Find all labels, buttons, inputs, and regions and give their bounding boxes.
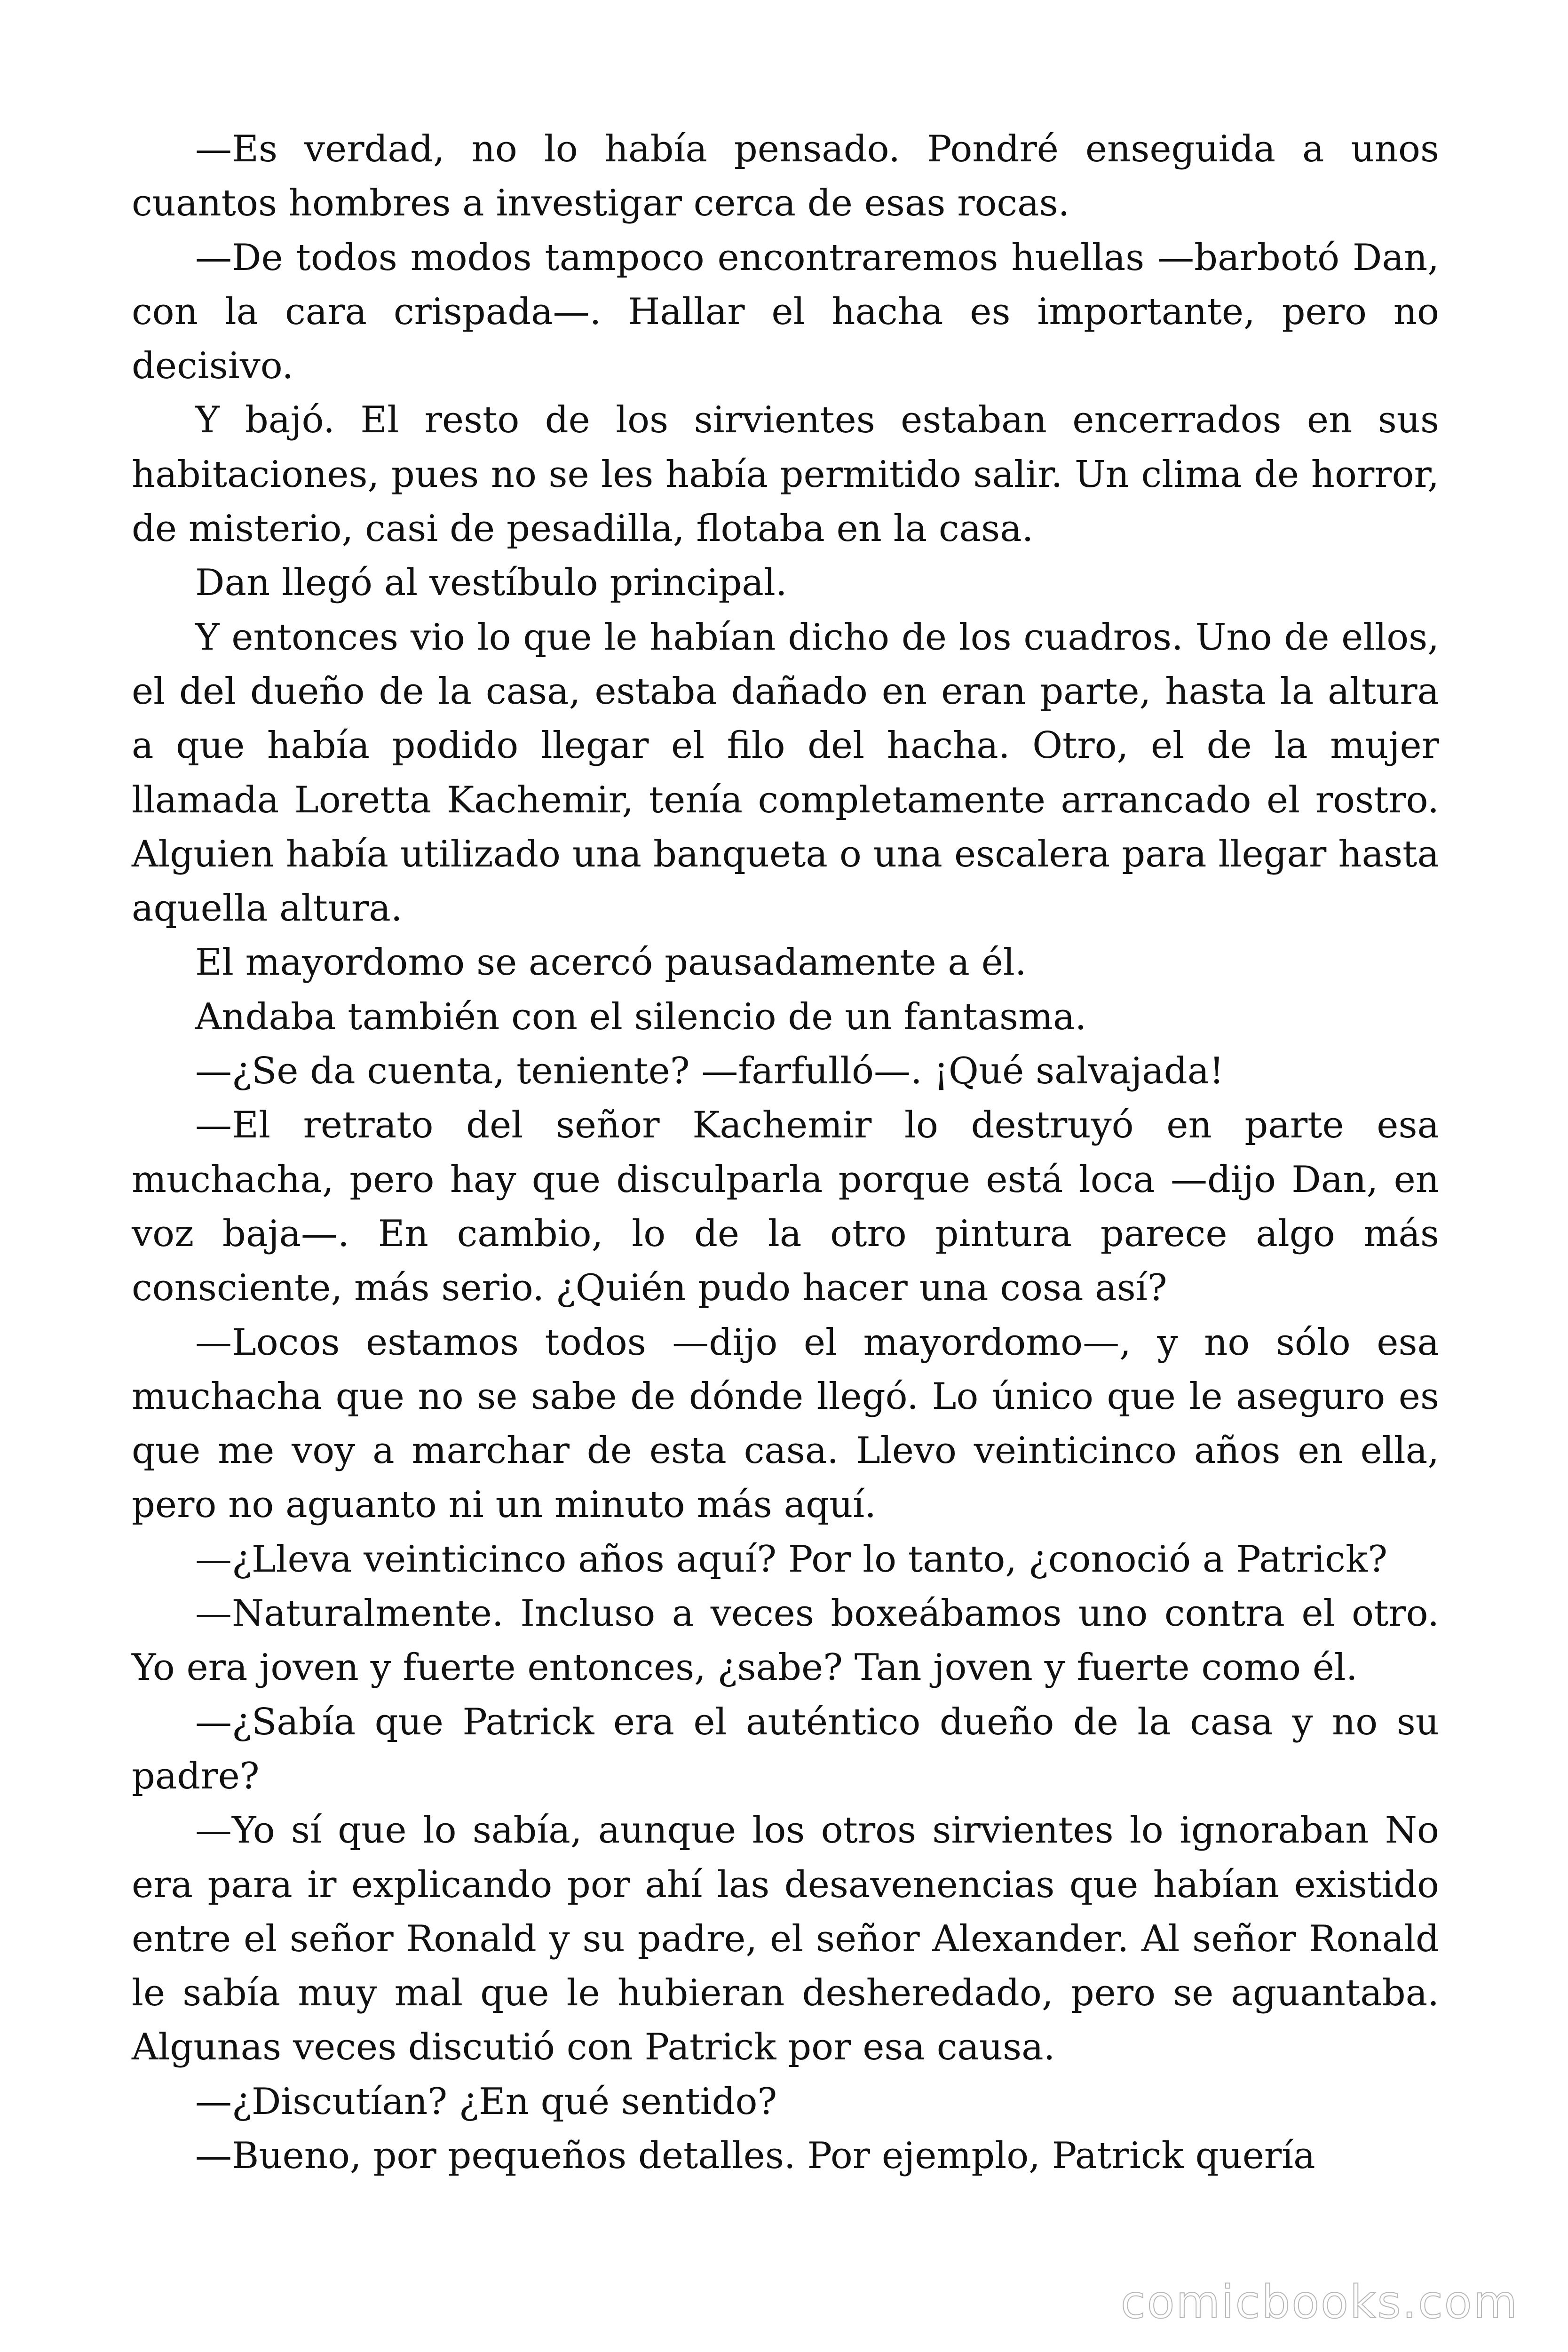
paragraph: —De todos modos tampoco encontraremos huellas —barbotó Dan, con la cara crispada—. Hallar el hacha es importante, pero no decisivo. (132, 236, 1439, 388)
paragraph: —Es verdad, no lo había pensado. Pondré enseguida a unos cuantos hombres a investigar cerca de esas rocas. (132, 128, 1439, 225)
page-text (132, 122, 1439, 2183)
paragraph: Andaba también con el silencio de un fantasma. (195, 995, 1087, 1038)
paragraph: —¿Se da cuenta, teniente? —farfulló—. ¡Qué salvajada! (195, 1050, 1224, 1093)
paragraph: —El retrato del señor Kachemir lo destruyó en parte esa muchacha, pero hay que disculparla porque está loca —dijo Dan, en voz baja—. En cambio, lo de la otro pintura parece algo más consciente, más serio. ¿Quién pudo hacer una cosa así? (132, 1104, 1439, 1310)
paragraph: —Naturalmente. Incluso a veces boxeábamos uno contra el otro. Yo era joven y fuerte entonces, ¿sabe? Tan joven y fuerte como él. (132, 1592, 1439, 1689)
paragraph: —¿Discutían? ¿En qué sentido? (195, 2080, 777, 2123)
paragraph: Dan llegó al vestíbulo principal. (195, 562, 787, 604)
paragraph: —Locos estamos todos —dijo el mayordomo—, y no sólo esa muchacha que no se sabe de dónde llegó. Lo único que le aseguro es que me voy a marchar de esta casa. Llevo veinticinco años en ella, pero no aguanto ni un minuto más aquí. (132, 1321, 1439, 1526)
paragraph: —Yo sí que lo sabía, aunque los otros sirvientes lo ignoraban No era para ir explicando por ahí las desavenencias que habían existido entre el señor Ronald y su padre, el señor Alexander. Al señor Ronald le sabía muy mal que le hubieran desheredado, pero se aguantaba. Algunas veces discutió con Patrick por esa causa. (132, 1809, 1439, 2069)
paragraph: Y bajó. El resto de los sirvientes estaban encerrados en sus habitaciones, pues no se les había permitido salir. Un clima de horror, de misterio, casi de pesadilla, flotaba en la casa. (132, 399, 1439, 550)
paragraph: El mayordomo se acercó pausadamente a él. (195, 941, 1027, 984)
paragraph: —¿Lleva veinticinco años aquí? Por lo tanto, ¿conoció a Patrick? (195, 1538, 1388, 1581)
paragraph: —¿Sabía que Patrick era el auténtico dueño de la casa y no su padre? (132, 1700, 1439, 1797)
paragraph: —Bueno, por pequeños detalles. Por ejemplo, Patrick quería (195, 2134, 1315, 2177)
paragraph: Y entonces vio lo que le habían dicho de los cuadros. Uno de ellos, el del dueño de la casa, estaba dañado en eran parte, hasta la altura a que había podido llegar el filo del hacha. Otro, el de la mujer llamada Loretta Kachemir, tenía completamente arrancado el rostro. Alguien había utilizado una banqueta o una escalera para llegar hasta aquella altura. (132, 616, 1439, 930)
watermark: comicbooks.com (1120, 2276, 1519, 2328)
